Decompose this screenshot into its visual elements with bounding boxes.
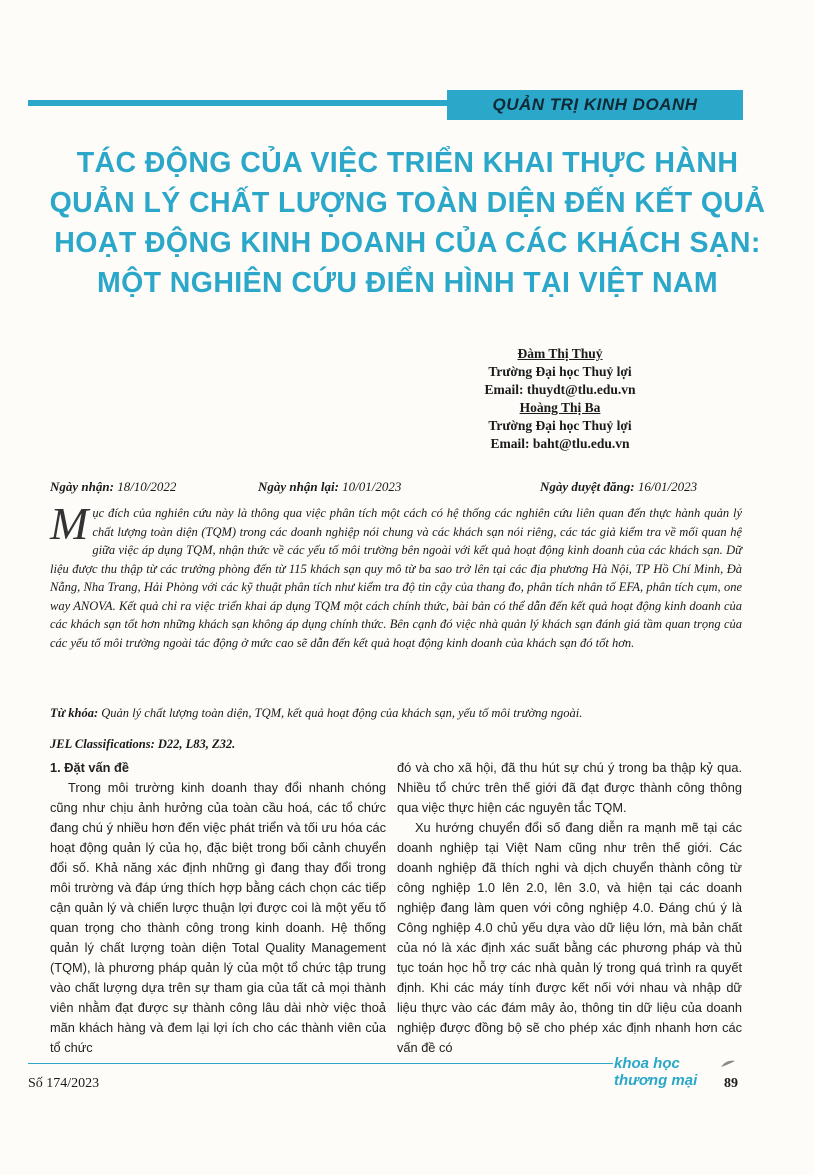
title-line: TÁC ĐỘNG CỦA VIỆC TRIỂN KHAI THỰC HÀNH: [76, 147, 739, 179]
author-name: Hoàng Thị Ba: [519, 400, 601, 415]
section-label: QUẢN TRỊ KINH DOANH: [447, 90, 743, 120]
author-email: Email: baht@tlu.edu.vn: [490, 436, 630, 451]
keywords: [50, 706, 742, 721]
feather-icon: [720, 1059, 736, 1069]
title-line: MỘT NGHIÊN CỨU ĐIỂN HÌNH TẠI VIỆT NAM: [96, 267, 719, 299]
jel-classifications: JEL Classifications: D22, L83, Z32.: [50, 737, 236, 751]
body-column-right: [397, 758, 742, 1058]
issue-number: Số 174/2023: [28, 1076, 100, 1091]
revised-date: Ngày nhận lại: 10/01/2023: [258, 479, 402, 494]
journal-logo: khoa học thương mại: [614, 1055, 698, 1089]
title-line: HOẠT ĐỘNG KINH DOANH CỦA CÁC KHÁCH SẠN:: [54, 227, 761, 259]
body-paragraph: Trong môi trường kinh doanh thay đổi nhanh chóng cũng như chịu ảnh hưởng của toàn cầu hoá, các tổ chức đang chú ý nhiều hơn đến việc phát triển và tối ưu hóa các hoạt động quản lý của họ, đặc biệt trong bối cảnh chuyển đổi số. Khả năng xác định những gì đang thay đổi trong môi trường và đáp ứng thích hợp bằng cách chọn các tiếp cận quản lý và chiến lược thuận lợi được coi là một yếu tố quan trọng cho thành công trong kinh doanh. Hệ thống quản lý chất lượng toàn diện Total Quality Management (TQM), là phương pháp quản lý của một tổ chức tập trung vào chất lượng dựa trên sự tham gia của tất cả mọi thành viên nhằm đạt được sự thành công lâu dài nhờ việc thoả mãn khách hàng và đem lại lợi ích cho các thành viên của tổ chức: [50, 780, 386, 1055]
author-affiliation: Trường Đại học Thuỷ lợi: [488, 418, 632, 433]
author-block: [440, 345, 680, 453]
body-column-left: [50, 758, 386, 1058]
author-email: Email: thuydt@tlu.edu.vn: [484, 382, 636, 397]
accepted-date: Ngày duyệt đăng: 16/01/2023: [540, 479, 698, 494]
body-paragraph: Xu hướng chuyển đổi số đang diễn ra mạnh mẽ tại các doanh nghiệp tại Việt Nam cũng như trên thế giới. Các doanh nghiệp đã thích nghi và dịch chuyển thành công từ công nghiệp 1.0 lên 2.0, lên 3.0, và hiện tại các doanh nghiệp đang làm quen với công nghiệp 4.0. Đáng chú ý là Công nghiệp 4.0 chủ yếu dựa vào dữ liệu lớn, mà bản chất của nó là xác định xác suất bằng các phương pháp và thủ tục toán học hỗ trợ các nhà quản lý trong quá trình ra quyết định. Khi các máy tính được kết nối với nhau và nhập dữ liệu thực vào các đám mây ảo, thông tin dữ liệu của doanh nghiệp được đồng bộ sẽ cho phép xác định nhanh hơn các vấn đề có: [397, 820, 742, 1055]
page-number: 89: [724, 1076, 738, 1091]
keywords-label: Từ khóa:: [50, 706, 99, 720]
footer-rule: [28, 1063, 613, 1064]
author-name: Đàm Thị Thuỷ: [517, 346, 603, 361]
author-affiliation: Trường Đại học Thuỷ lợi: [488, 364, 632, 379]
keywords-text: Quản lý chất lượng toàn diện, TQM, kết quả hoạt động của khách sạn, yếu tố môi trường ngoài.: [101, 706, 583, 720]
body-paragraph: đó và cho xã hội, đã thu hút sự chú ý trong ba thập kỷ qua. Nhiều tổ chức trên thế giới đã đạt được thành công thông qua việc thực hiện các nguyên tắc TQM.: [397, 760, 742, 815]
section-heading: 1. Đặt vấn đề: [50, 760, 129, 775]
abstract-text: ục đích của nghiên cứu này là thông qua việc phân tích một cách có hệ thống các nghiên cứu liên quan đến thực hành quản lý chất lượng toàn diện (TQM) trong các doanh nghiệp nói chung và các khách sạn nói riêng, các tác giả kiểm tra về mối quan hệ giữa việc áp dụng TQM, nhận thức về các yếu tố môi trường bên ngoài với kết quả hoạt động kinh doanh của các khách sạn. Dữ liệu được thu thập từ các trưởng phòng đến từ 115 khách sạn quy mô từ ba sao trở lên tại các địa phương Hà Nội, TP Hồ Chí Minh, Đà Nẵng, Nha Trang, Hải Phòng với các kỹ thuật phân tích như kiểm tra độ tin cậy của thang đo, phân tích nhân tố EFA, phân tích cụm, one way ANOVA. Kết quả chỉ ra việc triển khai áp dụng TQM một cách chính thức, bài bản có thể dẫn đến kết quả hoạt động kinh doanh của các khách sạn tốt hơn những khách sạn không áp dụng chính thức. Bên cạnh đó việc nhà quản lý khách sạn đánh giá tầm quan trọng của các yếu tố môi trường ngoài tác động ở mức cao sẽ dẫn đến kết quả hoạt động kinh doanh của khách sạn đó tốt hơn.: [50, 506, 742, 650]
received-date: Ngày nhận: 18/10/2022: [50, 479, 177, 494]
abstract-dropcap: M: [50, 498, 89, 549]
article-title: [40, 143, 775, 303]
abstract: [50, 498, 742, 652]
title-line: QUẢN LÝ CHẤT LƯỢNG TOÀN DIỆN ĐẾN KẾT QUẢ: [49, 187, 766, 219]
